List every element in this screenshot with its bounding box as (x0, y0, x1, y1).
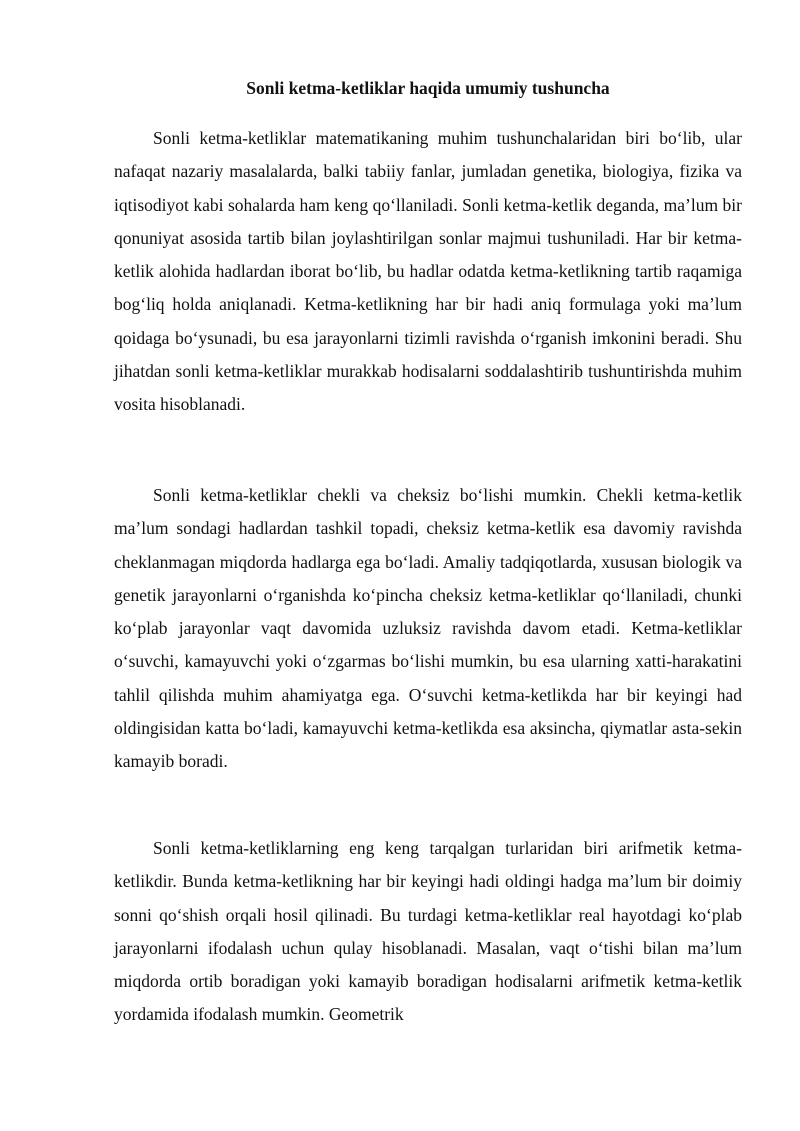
document-title: Sonli ketma-ketliklar haqida umumiy tushuncha (246, 78, 610, 98)
paragraph-2: Sonli ketma-ketliklar chekli va cheksiz bo‘lishi mumkin. Chekli ketma-ketlik ma’lum sondagi hadlardan tashkil topadi, cheksiz ketma-ketlik esa davomiy ravishda cheklanmagan miqdorda hadlarga ega bo‘ladi. Amaliy tadqiqotlarda, xususan biologik va genetik jarayonlarni o‘rganishda ko‘pincha cheksiz ketma-ketliklar qo‘llaniladi, chunki ko‘plab jarayonlar vaqt davomida uzluksiz ravishda davom etadi. Ketma-ketliklar o‘suvchi, kamayuvchi yoki o‘zgarmas bo‘lishi mumkin, bu esa ularning xatti-harakatini tahlil qilishda muhim ahamiyatga ega. O‘suvchi ketma-ketlikda har bir keyingi had oldingisidan katta bo‘ladi, kamayuvchi ketma-ketlikda esa aksincha, qiymatlar asta-sekin kamayib boradi. (114, 485, 742, 772)
paragraph-1: Sonli ketma-ketliklar matematikaning muhim tushunchalaridan biri bo‘lib, ular nafaqat nazariy masalalarda, balki tabiiy fanlar, jumladan genetika, biologiya, fizika va iqtisodiyot kabi sohalarda ham keng qo‘llaniladi. Sonli ketma-ketlik deganda, ma’lum bir qonuniyat asosida tartib bilan joylashtirilgan sonlar majmui tushuniladi. Har bir ketma-ketlik alohida hadlardan iborat bo‘lib, bu hadlar odatda ketma-ketlikning tartib raqamiga bog‘liq holda aniqlanadi. Ketma-ketlikning har bir hadi aniq formulaga yoki ma’lum qoidaga bo‘ysunadi, bu esa jarayonlarni tizimli ravishda o‘rganish imkonini beradi. Shu jihatdan sonli ketma-ketliklar murakkab hodisalarni soddalashtirib tushuntirishda muhim vosita hisoblanadi. (114, 128, 742, 415)
paragraph-3: Sonli ketma-ketliklarning eng keng tarqalgan turlaridan biri arifmetik ketma-ketlikdir. Bunda ketma-ketlikning har bir keyingi hadi oldingi hadga ma’lum bir doimiy sonni qo‘shish orqali hosil qilinadi. Bu turdagi ketma-ketliklar real hayotdagi ko‘plab jarayonlarni ifodalash uchun qulay hisoblanadi. Masalan, vaqt o‘tishi bilan ma’lum miqdorda ortib boradigan yoki kamayib boradigan hodisalarni arifmetik ketma-ketlik yordamida ifodalash mumkin. Geometrik (114, 838, 742, 1025)
